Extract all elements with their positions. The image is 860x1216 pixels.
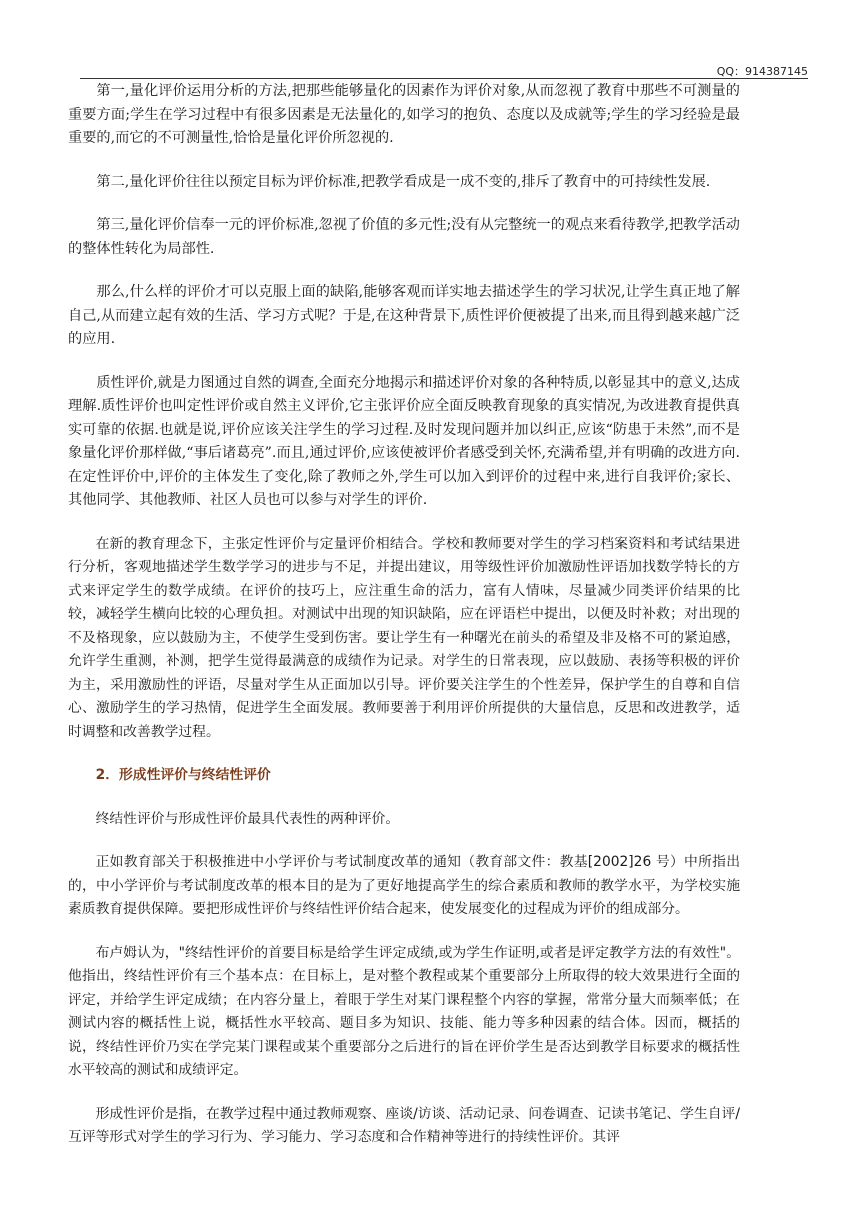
paragraph-5: 质性评价,就是力图通过自然的调查,全面充分地揭示和描述评价对象的各种特质,以彰显其中的意义,达成理解.质性评价也叫定性评价或自然主义评价,它主张评价应全面反映教育现象的真实情况,为改进教育提供真实可靠的依据.也就是说,评价应该关注学生的学习过程.及时发现问题并加以纠正,应该“防患于未然”,而不是象量化评价那样做,“事后诸葛亮”.而且,通过评价,应该使被评价者感受到关怀,充满希望,并有明确的改进方向. 在定性评价中,评价的主体发生了变化,除了教师之外,学生可以加入到评价的过程中来,进行自我评价;家长、其他同学、其他教师、社区人员也可以参与对学生的评价. [68,374,740,508]
paragraph-3: 第三,量化评价信奉一元的评价标准,忽视了价值的多元性;没有从完整统一的观点来看待教学,把教学活动的整体性转化为局部性. [68,217,740,257]
paragraph-7: 终结性评价与形成性评价最具代表性的两种评价。 [95,810,400,827]
section-heading: 2．形成性评价与终结性评价 [95,767,271,783]
paragraph-2: 第二,量化评价往往以预定目标为评价标准,把教学看成是一成不变的,排斥了教育中的可持续性发展. [96,173,711,190]
document-body [68,80,740,1170]
paragraph-10: 形成性评价是指，在教学过程中通过教师观察、座谈/访谈、活动记录、问卷调查、记读书笔记、学生自评/互评等形式对学生的学习行为、学习能力、学习态度和合作精神等进行的持续性评价。其评 [68,1105,740,1145]
paragraph-9: 布卢姆认为，"终结性评价的首要目标是给学生评定成绩,或为学生作证明,或者是评定教学方法的有效性"。他指出，终结性评价有三个基本点：在目标上，是对整个教程或某个重要部分上所取得的较大效果进行全面的评定，并给学生评定成绩；在内容分量上，着眼于学生对某门课程整个内容的掌握，常常分量大而频率低；在测试内容的概括性上说，概括性水平较高、题目多为知识、技能、能力等多种因素的结合体。因而，概括的说，终结性评价乃实在学完某门课程或某个重要部分之后进行的旨在评价学生是否达到教学目标要求的概括性水平较高的测试和成绩评定。 [68,944,740,1078]
paragraph-8: 正如教育部关于积极推进中小学评价与考试制度改革的通知（教育部文件：教基[2002]26 号）中所指出的，中小学评价与考试制度改革的根本目的是为了更好地提高学生的综合素质和教师的教学水平，为学校实施素质教育提供保障。要把形成性评价与终结性评价结合起来，使发展变化的过程成为评价的组成部分。 [68,854,740,917]
paragraph-4: 那么,什么样的评价才可以克服上面的缺陷,能够客观而详实地去描述学生的学习状况,让学生真正地了解自己,从而建立起有效的生活、学习方式呢？于是,在这种背景下,质性评价便被提了出来,而且得到越来越广泛的应用. [68,284,740,347]
paragraph-6: 在新的教育理念下，主张定性评价与定量评价相结合。学校和教师要对学生的学习档案资料和考试结果进行分析，客观地描述学生数学学习的进步与不足，并提出建议，用等级性评价加激励性评语加找数学特长的方式来评定学生的数学成绩。在评价的技巧上，应注重生命的活力，富有人情味，尽量减少同类评价结果的比较，减轻学生横向比较的心理负担。对测试中出现的知识缺陷，应在评语栏中提出，以便及时补救；对出现的不及格现象，应以鼓励为主，不使学生受到伤害。要让学生有一种曙光在前头的希望及非及格不可的紧迫感，允许学生重测，补测，把学生觉得最满意的成绩作为记录。对学生的日常表现，应以鼓励、表扬等积极的评价为主，采用激励性的评语，尽量对学生从正面加以引导。评价要关注学生的个性差异，保护学生的自尊和自信心、激励学生的学习热情，促进学生全面发展。教师要善于利用评价所提供的大量信息，反思和改进教学，适时调整和改善教学过程。 [68,535,740,740]
header-qq: QQ：914387145 [716,65,808,78]
header-rule [80,78,808,79]
paragraph-1: 第一,量化评价运用分析的方法,把那些能够量化的因素作为评价对象,从而忽视了教育中那些不可测量的重要方面;学生在学习过程中有很多因素是无法量化的,如学习的抱负、态度以及成就等;学生的学习经验是最重要的,而它的不可测量性,恰恰是量化评价所忽视的. [68,83,740,146]
